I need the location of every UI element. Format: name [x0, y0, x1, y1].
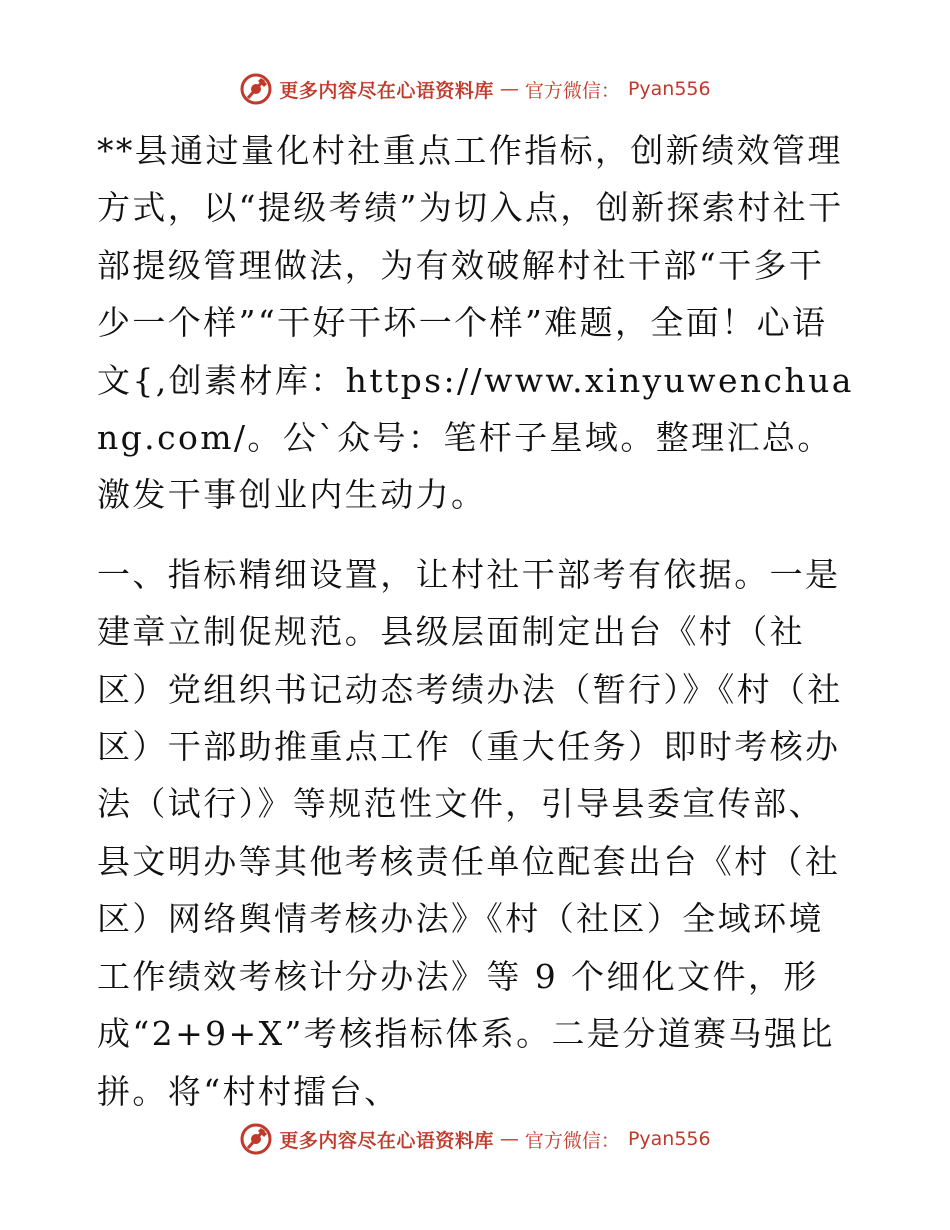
watermark-sub-text: 官方微信： — [524, 1129, 620, 1152]
watermark-banner-bottom — [0, 1122, 950, 1156]
watermark-wechat-id: Pyan556 — [627, 78, 711, 100]
watermark-wechat-id: Pyan556 — [627, 1128, 711, 1150]
watermark-main-text: 更多内容尽在心语资料库 — [279, 79, 494, 102]
watermark-sub-text: 官方微信： — [524, 79, 620, 102]
watermark-main-text: 更多内容尽在心语资料库 — [279, 1129, 494, 1152]
watermark-banner-top — [0, 72, 950, 106]
watermark-dash: — — [499, 1128, 519, 1150]
paragraph-section-one: 一、指标精细设置，让村社干部考有依据。一是建章立制促规范。县级层面制定出台《村（社区）党组织书记动态考绩办法（暂行）》《村（社区）干部助推重点工作（重大任务）即时考核办法（试行）》等规范性文件，引导县委宣传部、县文明办等其他考核责任单位配套出台《村（社区）网络舆情考核办法》《村（社区）全域环境工作绩效考核计分办法》等 9 个细化文件，形成“2+9+X”考核指标体系。二是分道赛马强比拼。将“村村擂台、 — [97, 554, 843, 1111]
document-body — [97, 122, 857, 1120]
stamp-logo-icon — [239, 72, 273, 106]
paragraph-intro: **县通过量化村社重点工作指标，创新绩效管理方式，以“提级考绩”为切入点，创新探索村社干部提级管理做法，为有效破解村社干部“干多干少一个样”“干好干坏一个样”难题，全面！心语文{,创素材库：https://www.xinyuwenchuang.com/。公`众号：笔杆子星域。整理汇总。激发干事创业内生动力。 — [97, 131, 854, 515]
stamp-logo-icon — [239, 1122, 273, 1156]
watermark-dash: — — [499, 78, 519, 100]
